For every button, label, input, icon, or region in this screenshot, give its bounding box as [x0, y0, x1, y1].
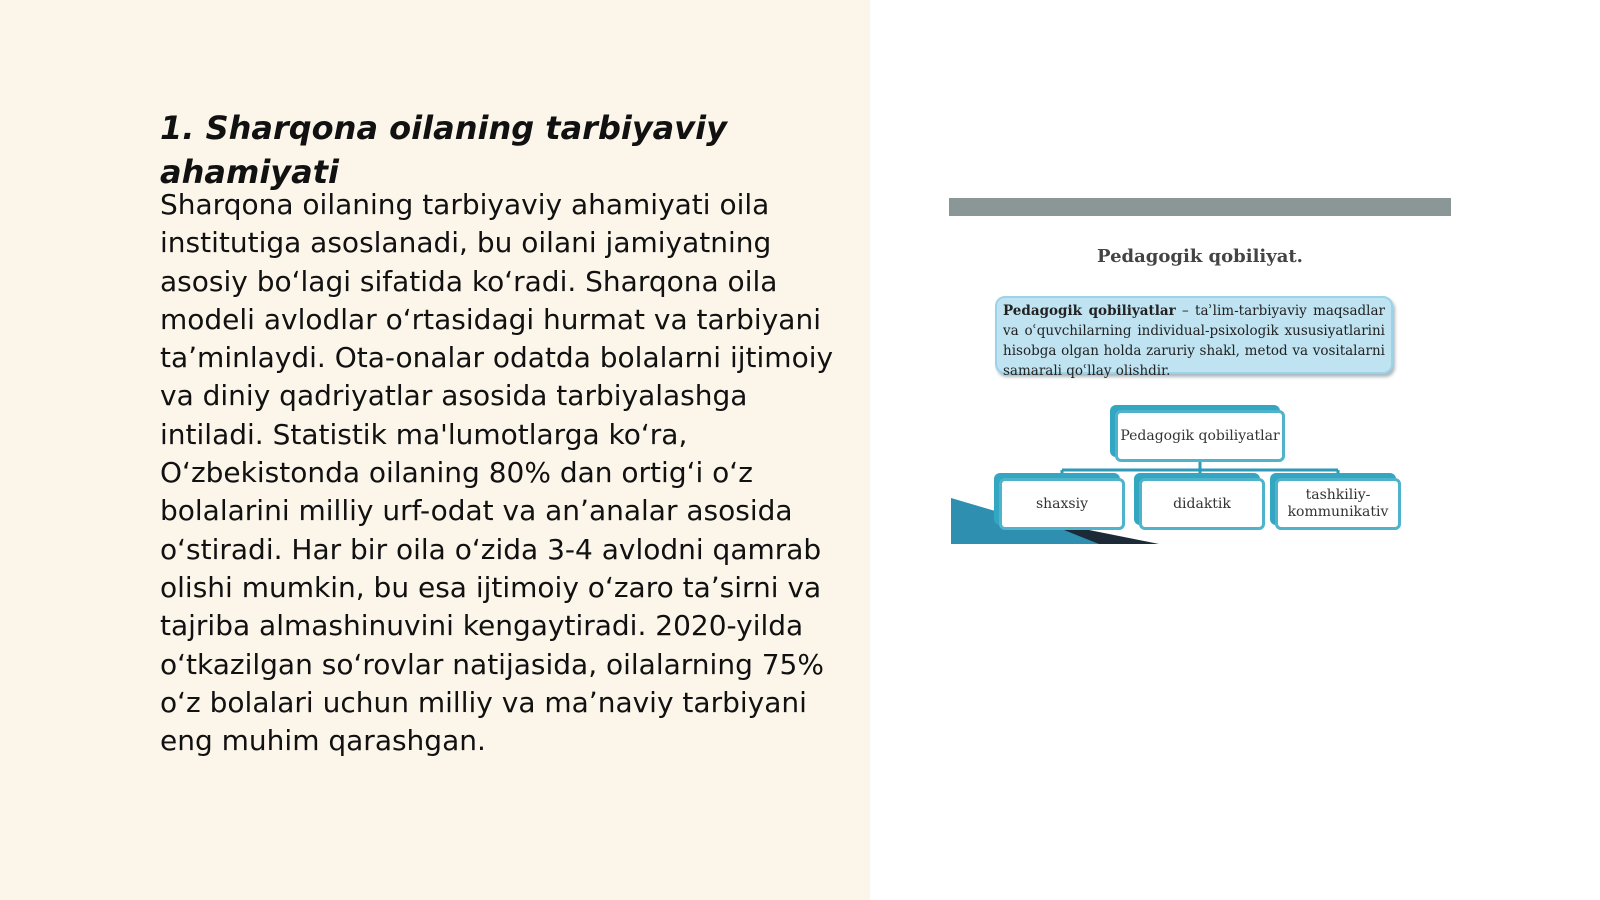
- slide-heading: 1. Sharqona oilaning tarbiyaviy ahamiyati: [160, 109, 727, 191]
- slide-body-text: Sharqona oilaning tarbiyaviy ahamiyati oila institutiga asoslanadi, bu oilani jamiyatning asosiy boʻlagi sifatida koʻradi. Sharqona oila modeli avlodlar oʻrtasidagi hurmat va tarbiyani taʼminlaydi. Ota-onalar odatda bolalarni ijtimoiy va diniy qadriyatlar asosida tarbiyalashga intiladi. Statistik ma'lumotlarga koʻra, Oʻzbekistonda oilaning 80% dan ortigʻi oʻz bolalarini milliy urf-odat va anʼanalar asosida oʻstiradi. Har bir oila oʻzida 3-4 avlodni qamrab olishi mumkin, bu esa ijtimoiy oʻzaro taʼsirni va tajriba almashinuvini kengaytiradi. 2020-yilda oʻtkazilgan soʻrovlar natijasida, oilalarning 75% oʻz bolalari uchun milliy va maʼnaviy tarbiyani eng muhim qarashgan.: [160, 188, 834, 758]
- child-node-tashkiliy-kommunikativ: tashkiliy-kommunikativ: [1275, 478, 1401, 530]
- figure-title: Pedagogik qobiliyat.: [1097, 246, 1303, 267]
- child-node-shaxsiy: shaxsiy: [999, 478, 1125, 530]
- root-node: Pedagogik qobiliyatlar: [1115, 410, 1285, 462]
- definition-term: Pedagogik qobiliyatlar: [1003, 303, 1176, 319]
- definition-box: [995, 296, 1393, 379]
- pedagogik-qobiliyat-figure: [949, 198, 1451, 560]
- definition-text: – taʾlim-tarbiyaviy maqsadlar va oʿquvchilarning individual-psixologik xususiyatlarini hisobga olgan holda zaruriy shakl, metod va vositalarni samarali qoʿllay olishdir.: [1003, 303, 1385, 379]
- child-node-didaktik: didaktik: [1139, 478, 1265, 530]
